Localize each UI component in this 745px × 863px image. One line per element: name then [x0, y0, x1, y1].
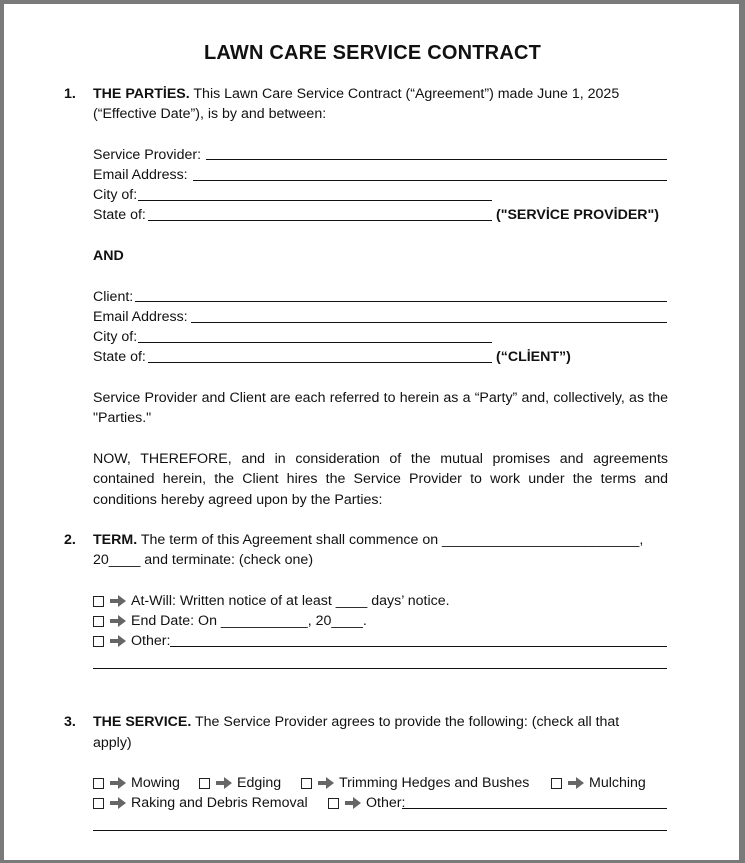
service-other-field[interactable]: [402, 808, 667, 809]
service-trimming[interactable]: [301, 773, 529, 793]
section-2-heading: TERM.: [93, 532, 138, 548]
mowing-label: Mowing: [131, 775, 180, 791]
edging-label: Edging: [237, 775, 282, 791]
and-label: AND: [93, 248, 124, 264]
option-end-date[interactable]: [93, 611, 367, 631]
section-1-heading: THE PARTİES.: [93, 86, 190, 102]
term-other-field[interactable]: [170, 646, 667, 647]
section-1-number: 1.: [64, 86, 76, 102]
option-at-will[interactable]: [93, 591, 450, 611]
provider-state-label: State of:: [93, 207, 146, 223]
document-title: LAWN CARE SERVICE CONTRACT: [203, 42, 542, 64]
service-mowing[interactable]: [93, 773, 180, 793]
term-other-field-line2[interactable]: [93, 668, 667, 669]
client-field[interactable]: [135, 301, 667, 302]
arrow-right-icon: [318, 777, 334, 789]
service-provider-role: ("SERVİCE PROVİDER"): [496, 207, 659, 223]
section-2-text: The term of this Agreement shall commence on _________________________,: [140, 532, 644, 548]
section-3-text: The Service Provider agrees to provide the following: (check all that: [194, 714, 620, 730]
trimming-label: Trimming Hedges and Bushes: [339, 775, 530, 791]
arrow-right-icon: [568, 777, 584, 789]
checkbox-service-other[interactable]: [328, 798, 339, 809]
service-edging[interactable]: [199, 773, 281, 793]
service-other-field-line2[interactable]: [93, 830, 667, 831]
section-2-number: 2.: [64, 532, 76, 548]
checkbox-at-will[interactable]: [93, 596, 104, 607]
client-city-field[interactable]: [138, 342, 492, 343]
service-provider-field[interactable]: [206, 159, 667, 160]
service-provider-label: Service Provider:: [93, 147, 202, 163]
service-other[interactable]: [328, 793, 405, 813]
checkbox-mulching[interactable]: [551, 778, 562, 789]
mulching-label: Mulching: [589, 775, 646, 791]
provider-city-label: City of:: [93, 187, 138, 203]
client-city-label: City of:: [93, 329, 138, 345]
provider-email-label: Email Address:: [93, 167, 188, 183]
client-state-field[interactable]: [148, 362, 492, 363]
checkbox-other[interactable]: [93, 636, 104, 647]
section-1-intro: [93, 84, 668, 104]
checkbox-mowing[interactable]: [93, 778, 104, 789]
arrow-right-icon: [345, 797, 361, 809]
section-1-intro-line2: (“Effective Date”), is by and between:: [93, 106, 327, 122]
provider-state-field[interactable]: [148, 220, 492, 221]
arrow-right-icon: [110, 635, 126, 647]
option-other[interactable]: [93, 631, 170, 651]
service-other-label: Other:: [366, 795, 406, 811]
arrow-right-icon: [110, 615, 126, 627]
client-role: (“CLİENT”): [496, 349, 571, 365]
arrow-right-icon: [216, 777, 232, 789]
arrow-right-icon: [110, 595, 126, 607]
client-label: Client:: [93, 289, 134, 305]
section-2-line1: [93, 530, 643, 550]
contract-page: [4, 4, 739, 860]
end-date-label: End Date: On ___________, 20____.: [131, 613, 367, 629]
checkbox-trimming[interactable]: [301, 778, 312, 789]
parties-paragraph: Service Provider and Client are each referred to herein as a “Party” and, collectively, as the "Parties.": [93, 390, 668, 427]
client-state-label: State of:: [93, 349, 146, 365]
provider-city-field[interactable]: [138, 200, 492, 201]
arrow-right-icon: [110, 777, 126, 789]
client-email-label: Email Address:: [93, 309, 188, 325]
provider-email-field[interactable]: [193, 180, 667, 181]
other-label: Other:: [131, 633, 171, 649]
now-therefore-paragraph: NOW, THEREFORE, and in consideration of the mutual promises and agreements contained herein, the Client hires the Service Provider to work under the terms and conditions hereby agreed upon by the Parties:: [93, 451, 668, 508]
section-3-heading: THE SERVICE.: [93, 714, 192, 730]
at-will-label: At-Will: Written notice of at least ____ days’ notice.: [131, 593, 450, 609]
checkbox-raking[interactable]: [93, 798, 104, 809]
service-mulching[interactable]: [551, 773, 646, 793]
checkbox-edging[interactable]: [199, 778, 210, 789]
section-2-line2: 20____ and terminate: (check one): [93, 552, 314, 568]
client-email-field[interactable]: [191, 322, 667, 323]
section-3-number: 3.: [64, 714, 76, 730]
service-raking[interactable]: [93, 793, 308, 813]
section-1-intro-text: This Lawn Care Service Contract (“Agreement”) made June 1, 2025: [193, 86, 620, 102]
section-3-line2: apply): [93, 735, 132, 751]
arrow-right-icon: [110, 797, 126, 809]
section-3-line1: [93, 712, 668, 732]
raking-label: Raking and Debris Removal: [131, 795, 308, 811]
checkbox-end-date[interactable]: [93, 616, 104, 627]
